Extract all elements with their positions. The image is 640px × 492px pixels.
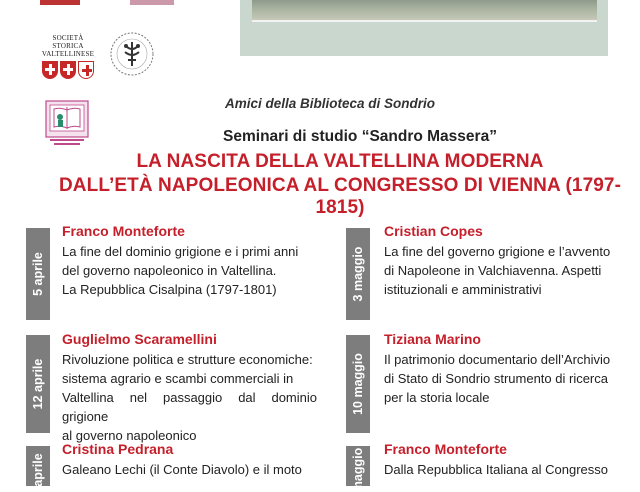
description-line: Il patrimonio documentario dell’Archivio [384,352,611,367]
description-line: per la storia locale [384,390,490,405]
seminar-description [62,460,317,479]
description-line: La fine del dominio grigione e i primi anni [62,244,299,259]
description-line: di Stato di Sondrio strumento di ricerca [384,371,608,386]
header-photo-frame [240,0,608,56]
seminar-date: maggio [351,447,365,492]
description-line: sistema agrario e scambi commerciali in [62,371,294,386]
date-bar [346,335,370,433]
description-line: di Napoleone in Valchiavenna. Aspetti [384,263,602,278]
date-bar [346,446,370,492]
date-bar [26,446,50,486]
partner-logo-top-left [40,0,80,5]
landscape-photo [252,0,597,22]
partner-logo-top-right [130,0,174,5]
description-line: del governo napoleonico in Valtellina. [62,263,277,278]
description-line: Valtellina nel passaggio dal dominio grigione [62,390,317,424]
date-bar [26,228,50,320]
description-line: al governo napoleonico [62,428,197,443]
seminar-date: 3 maggio [351,246,365,302]
seminar-date: 12 aprile [31,358,45,410]
shield-icon [78,61,94,79]
organizer-line: Amici della Biblioteca di Sondrio [224,96,436,111]
seminar-description [62,350,317,445]
shield-icon [42,61,58,79]
description-line: La fine del governo grigione e l’avvento [384,244,611,259]
event-title-line-1: LA NASCITA DELLA VALTELLINA MODERNA [136,151,544,172]
seminar-description [384,460,618,479]
societa-storica-logo [38,34,98,74]
seminar-date: 10 maggio [351,353,365,415]
speaker-name: Franco Monteforte [62,223,185,239]
speaker-name: Tiziana Marino [384,331,481,347]
circular-seal-logo [108,30,156,78]
speaker-name: Franco Monteforte [384,441,507,457]
seminar-description [384,242,618,299]
description-line: istituzionali e amministrativi [384,282,542,297]
seminar-series-title: Seminari di studio “Sandro Massera” [223,128,497,145]
seminar-description [62,242,317,299]
seminar-date: 5 aprile [31,252,45,296]
description-line: Galeano Lechi (il Conte Diavolo) e il moto [62,462,302,477]
description-line: Rivoluzione politica e strutture economiche: [62,352,313,367]
date-bar [346,228,370,320]
seminar-date: aprile [31,453,45,487]
description-line: La Repubblica Cisalpina (1797-1801) [62,282,277,297]
description-line: Dalla Repubblica Italiana al Congresso [384,462,609,477]
societa-storica-label-2: VALTELLINESE [41,50,95,58]
shield-icon [60,61,76,79]
coat-of-arms-icons [38,61,98,79]
speaker-name: Guglielmo Scaramellini [62,331,217,347]
event-title-line-2: DALL’ETÀ NAPOLEONICA AL CONGRESSO DI VIENNA (1797-1815) [58,175,622,218]
societa-storica-label-1: SOCIETÀ STORICA [52,34,84,50]
date-bar [26,335,50,433]
seminar-description [384,350,618,407]
speaker-name: Cristian Copes [384,223,483,239]
speaker-name: Cristina Pedrana [62,441,174,457]
